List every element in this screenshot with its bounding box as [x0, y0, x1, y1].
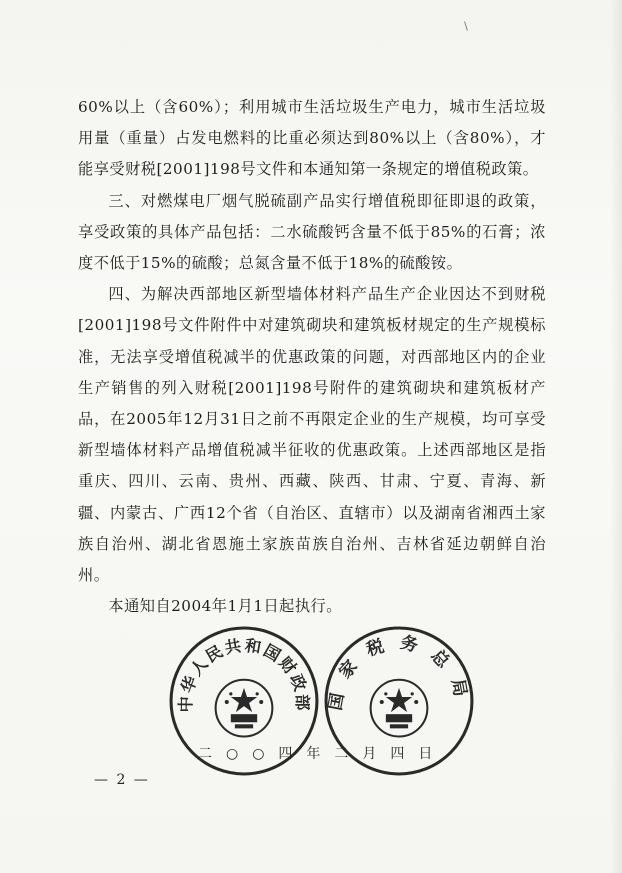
seal-right-text: 国家税务总局: [325, 632, 473, 713]
body-text: [78, 92, 546, 622]
page-edge-shadow: [610, 0, 622, 873]
page-number: — 2 —: [94, 772, 150, 788]
document-date: 二○○四年二月四日: [198, 746, 447, 762]
paragraph-four: 四、为解决西部地区新型墙体材料产品生产企业因达不到财税[2001]198号文件附件中对建筑砌块和建筑板材规定的生产规模标准，无法享受增值税减半的优惠政策的问题，对西部地区内的企业生产销售的列入财税[2001]198号附件的建筑砌块和建筑板材产品，在2005年12月31日之前不再限定企业的生产规模，均可享受新型墙体材料产品增值税减半征收的优惠政策。上述西部地区是指重庆、四川、云南、贵州、西藏、陕西、甘肃、宁夏、青海、新疆、内蒙古、广西12个省（自治区、直辖市）以及湖南省湘西土家族自治州、湖北省恩施土家族苗族自治州、吉林省延边朝鲜自治州。: [78, 285, 546, 585]
seal-left-text: 中华人民共和国财政部: [176, 635, 312, 713]
paragraph-continuation: 60%以上（含60%）；利用城市生活垃圾生产电力，城市生活垃圾用量（重量）占发电燃料的比重必须达到80%以上（含80%），才能享受财税[2001]198号文件和本通知第一条规定的增值税政策。: [78, 98, 546, 179]
paragraph-effective-date: 本通知自2004年1月1日起执行。: [108, 597, 342, 616]
national-emblem-icon: [216, 680, 273, 737]
corner-mark: ∖: [462, 20, 470, 33]
paragraph-three: 三、对燃煤电厂烟气脱硫副产品实行增值税即征即退的政策，享受政策的具体产品包括：二水硫酸钙含量不低于85%的石膏；浓度不低于15%的硫酸；总氮含量不低于18%的硫酸铵。: [78, 191, 546, 273]
national-emblem-icon: [371, 680, 428, 737]
